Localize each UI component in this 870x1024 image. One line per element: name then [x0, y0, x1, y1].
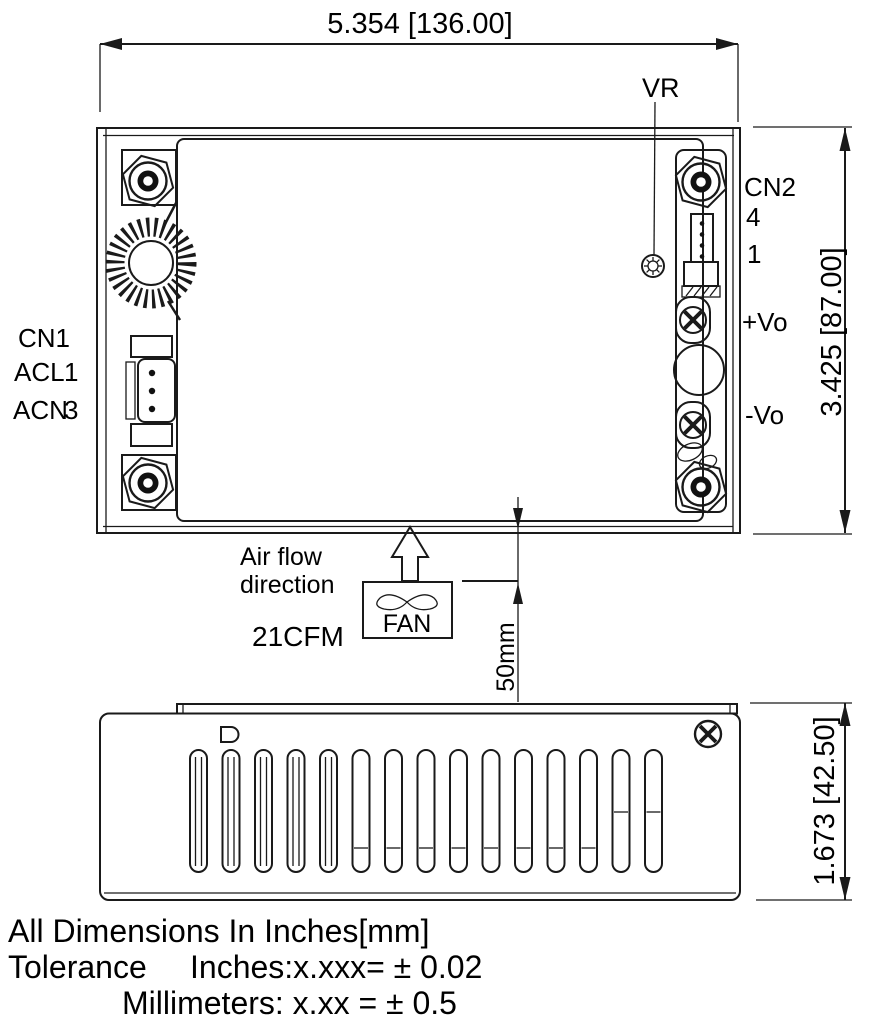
cn2-connector-icon — [682, 214, 720, 297]
input-labels — [13, 323, 78, 425]
acl-label: ACL — [14, 357, 65, 387]
acn-pin-label: 3 — [64, 395, 79, 425]
tolerance-millimeters: Millimeters: x.xx = ± 0.5 — [122, 985, 457, 1021]
vent-slot — [548, 750, 565, 872]
phillips-screw-icon — [695, 721, 721, 747]
airflow-label-1: Air flow — [240, 543, 322, 571]
cn2-pin4-label: 4 — [746, 202, 761, 232]
hex-nut-icon — [123, 156, 173, 206]
top-view — [97, 128, 740, 533]
ac-input-connector-icon — [126, 359, 175, 422]
vr-callout — [642, 73, 680, 255]
vent-slot — [418, 750, 435, 872]
vent-slot — [613, 750, 630, 872]
height-dim-label: 3.425 [87.00] — [816, 247, 848, 417]
height-dimension-side-view — [750, 703, 852, 900]
vent-slot — [223, 750, 240, 872]
side-view — [100, 704, 740, 900]
vent-slot — [515, 750, 532, 872]
cn2-label: CN2 — [744, 172, 797, 202]
vo-minus-label: -Vo — [745, 400, 785, 430]
vent-slot — [255, 750, 272, 872]
fan-blade-icon — [377, 595, 407, 610]
fan-label: FAN — [382, 610, 432, 638]
clearance-dimension — [462, 497, 523, 702]
cover-panel — [177, 139, 703, 521]
acl-pin-label: 1 — [64, 357, 79, 387]
hex-nut-icon — [676, 157, 726, 207]
tolerance-inches: Inches:x.xxx= ± 0.02 — [190, 949, 483, 985]
width-dim-label: 5.354 [136.00] — [327, 8, 513, 40]
vent-slots — [190, 750, 662, 872]
dimensions-note: All Dimensions In Inches[mm] — [8, 913, 430, 949]
vent-slot — [450, 750, 467, 872]
airflow-arrow-icon — [392, 527, 428, 581]
capacitor-icon — [674, 345, 724, 395]
vo-plus-label: +Vo — [742, 307, 788, 337]
fan-blade-icon — [407, 595, 437, 610]
airflow-section — [240, 527, 452, 652]
vent-slot — [385, 750, 402, 872]
d-shaped-hole — [221, 727, 239, 742]
airflow-label-2: direction — [240, 571, 335, 599]
vent-slot — [190, 750, 207, 872]
tolerance-label: Tolerance — [8, 949, 147, 985]
vr-label: VR — [642, 73, 680, 103]
mounting-lip — [177, 704, 737, 714]
cn1-label: CN1 — [18, 323, 71, 353]
output-terminal-minus-icon — [676, 402, 710, 448]
output-terminal-plus-icon — [676, 297, 710, 343]
width-dimension — [100, 8, 738, 122]
cfm-label: 21CFM — [252, 621, 344, 652]
clearance-label: 50mm — [492, 622, 520, 692]
vent-slot — [320, 750, 337, 872]
hex-nut-icon — [676, 462, 726, 512]
vr-potentiometer-icon — [642, 255, 664, 277]
vent-slot — [580, 750, 597, 872]
hex-nut-icon — [123, 458, 173, 508]
vent-slot — [645, 750, 662, 872]
vent-slot — [353, 750, 370, 872]
vent-slot — [288, 750, 305, 872]
side-height-dim-label: 1.673 [42.50] — [809, 716, 841, 886]
fan-box — [363, 582, 452, 638]
cn2-pin1-label: 1 — [747, 239, 762, 269]
output-labels — [742, 172, 796, 430]
acn-label: ACN — [13, 395, 68, 425]
vent-slot — [483, 750, 500, 872]
